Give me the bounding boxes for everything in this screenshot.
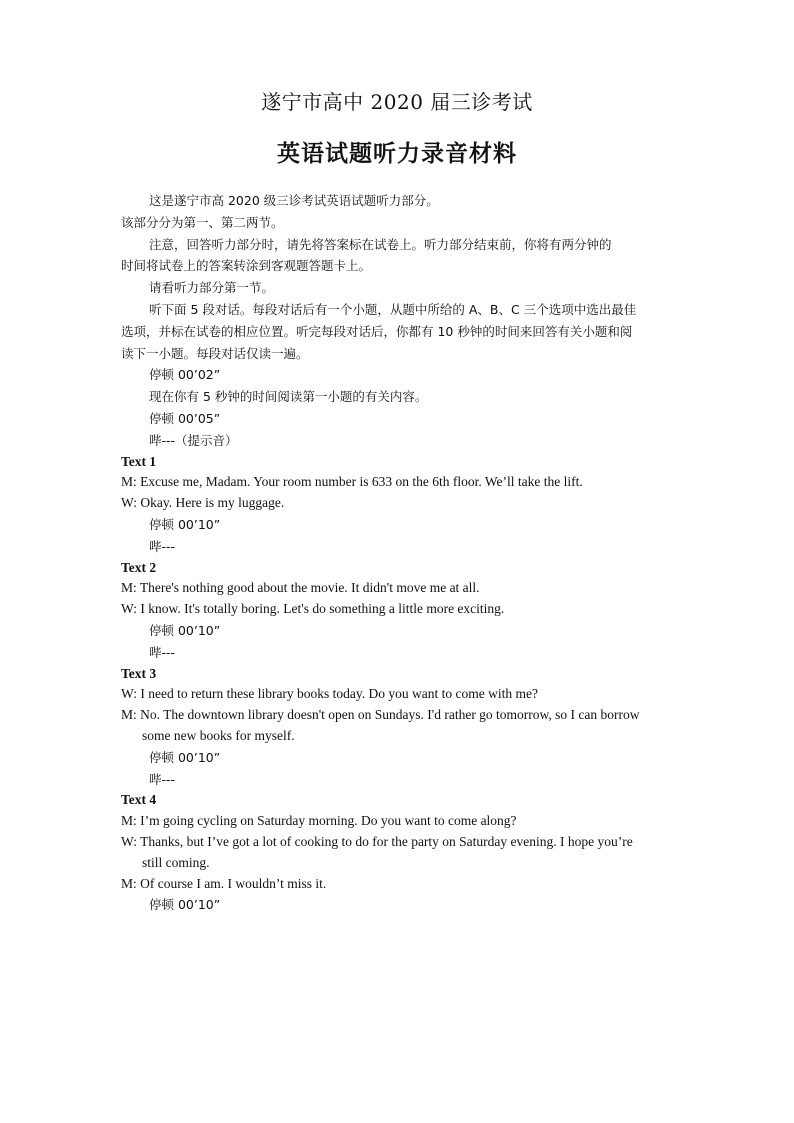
intro-paragraph-1: 这是遂宁市高 2020 级三诊考试英语试题听力部分。: [149, 193, 439, 208]
beep-marker: 哔---: [149, 644, 176, 660]
dialogue-line: M: Excuse me, Madam. Your room number is 633 on the 6th floor. We’ll take the lift.: [121, 474, 583, 490]
text-1-heading: Text 1: [121, 453, 157, 469]
dialogue-line: W: Thanks, but I’ve got a lot of cooking to do for the party on Saturday evening. I hope you’re: [121, 833, 633, 849]
pause-marker: 停顿 00’10”: [149, 622, 221, 638]
pause-marker: 停顿 00’10”: [149, 749, 221, 765]
intro-paragraph-2-cont: 时间将试卷上的答案转涂到客观题答题卡上。: [121, 258, 372, 274]
intro-paragraph-4: 听下面 5 段对话。每段对话后有一个小题，从题中所给的 A、B、C 三个选项中选出最佳: [149, 301, 637, 317]
intro-paragraph-4-end: 读下一小题。每段对话仅读一遍。: [121, 345, 309, 361]
intro-paragraph-1-cont: 该部分分为第一、第二两节。: [121, 214, 284, 230]
dialogue-line-cont: some new books for myself.: [142, 727, 295, 743]
beep-marker: 哔---（提示音）: [149, 432, 238, 448]
document-body: [121, 190, 681, 916]
pause-marker: 停顿 00’10”: [149, 897, 221, 913]
dialogue-line: W: I know. It's totally boring. Let's do something a little more exciting.: [121, 601, 505, 617]
intro-paragraph-4-cont: 选项，并标在试卷的相应位置。听完每段对话后，你都有 10 秒钟的时间来回答有关小题和阅: [121, 323, 633, 339]
document-subtitle: 英语试题听力录音材料: [277, 140, 517, 167]
exam-title: 遂宁市高中 2020 届三诊考试: [261, 90, 533, 114]
intro-paragraph-2: 注意，回答听力部分时，请先将答案标在试卷上。听力部分结束前，你将有两分钟的: [149, 236, 612, 252]
dialogue-line: W: Okay. Here is my luggage.: [121, 495, 285, 511]
pause-marker: 停顿 00’10”: [149, 516, 221, 532]
dialogue-line: M: No. The downtown library doesn't open on Sundays. I'd rather go tomorrow, so I can borrow: [121, 707, 640, 723]
dialogue-line: W: I need to return these library books today. Do you want to come with me?: [121, 686, 539, 702]
beep-marker: 哔---: [149, 771, 176, 787]
pause-marker: 停顿 00’05”: [149, 410, 221, 426]
dialogue-line: M: I’m going cycling on Saturday morning. Do you want to come along?: [121, 813, 517, 829]
dialogue-line: M: Of course I am. I wouldn’t miss it.: [121, 875, 327, 891]
dialogue-line: M: There's nothing good about the movie. It didn't move me at all.: [121, 580, 480, 596]
beep-marker: 哔---: [149, 538, 176, 554]
text-3-heading: Text 3: [121, 665, 157, 681]
pause-marker: 停顿 00’02”: [149, 367, 221, 383]
intro-paragraph-5: 现在你有 5 秒钟的时间阅读第一小题的有关内容。: [149, 389, 428, 405]
text-2-heading: Text 2: [121, 559, 157, 575]
text-4-heading: Text 4: [121, 792, 157, 808]
dialogue-line-cont: still coming.: [142, 854, 210, 870]
intro-paragraph-3: 请看听力部分第一节。: [149, 280, 275, 296]
